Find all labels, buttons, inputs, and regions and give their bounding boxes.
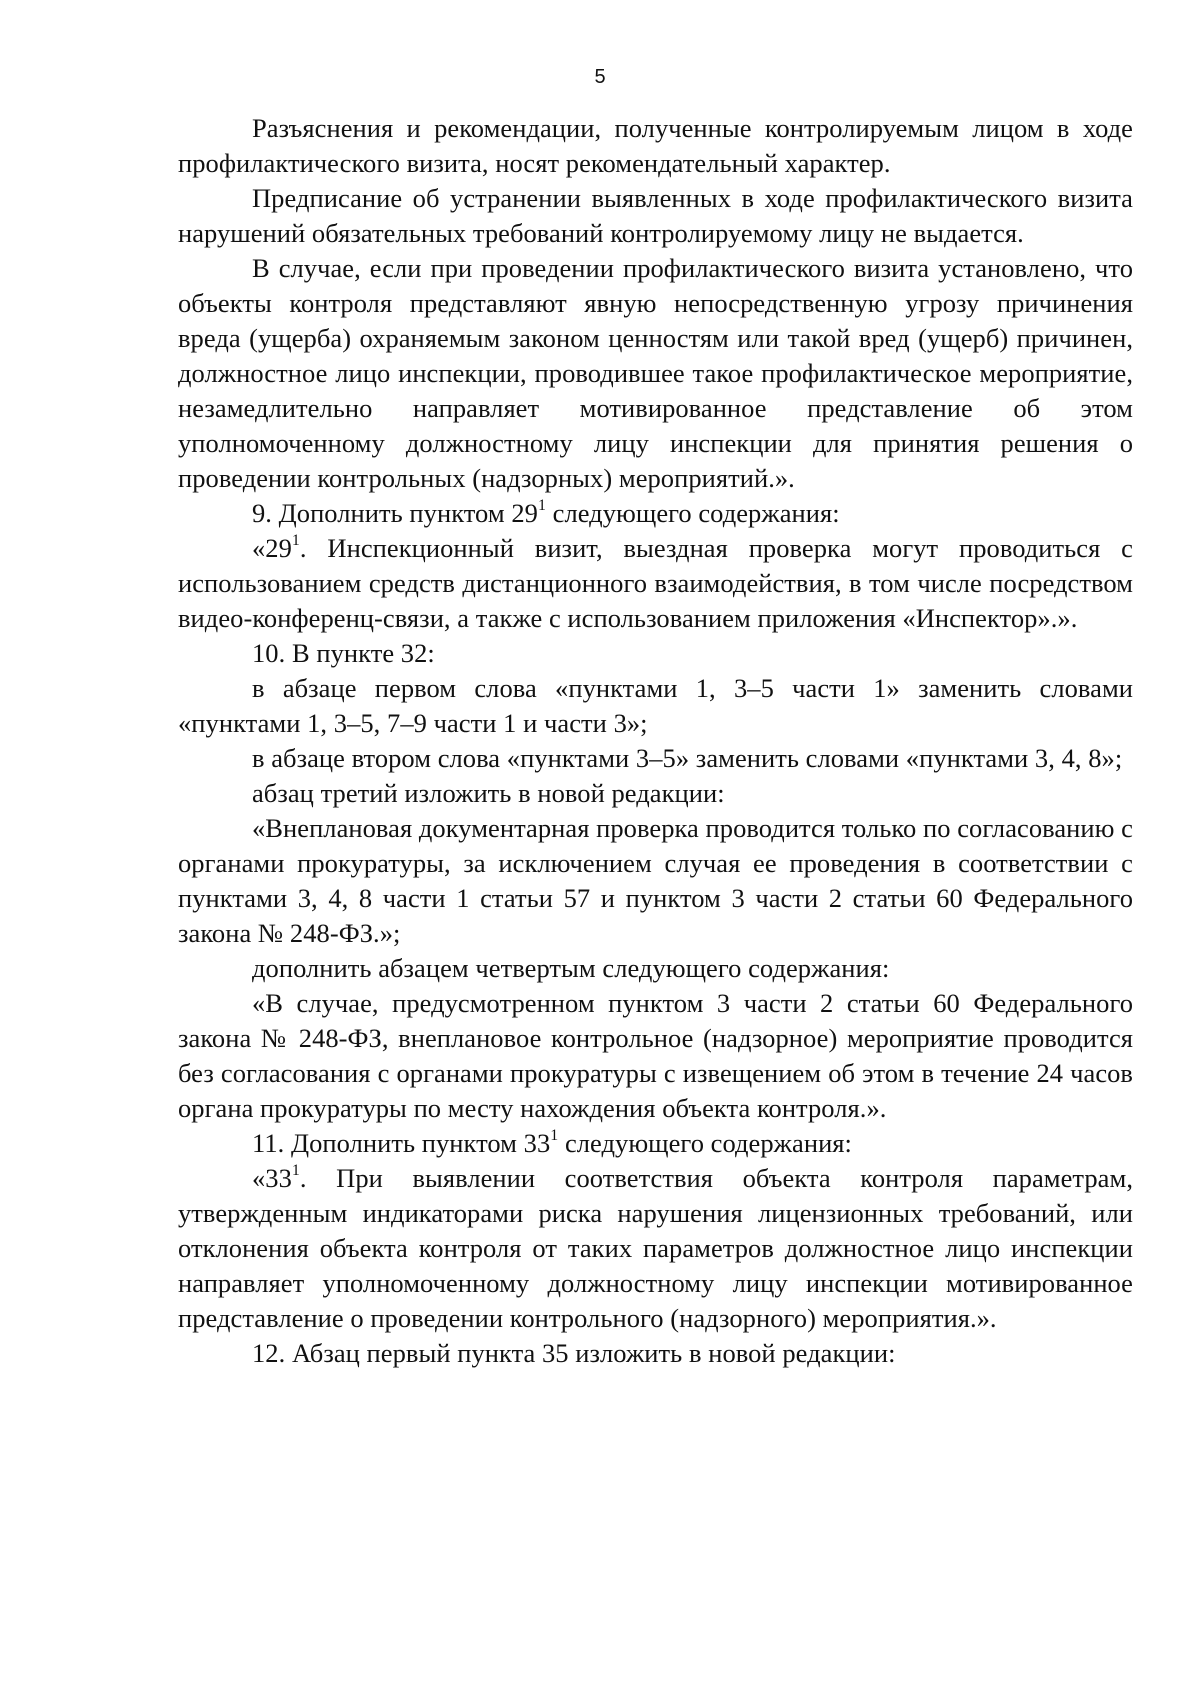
paragraph-text: «33 [252,1163,292,1193]
superscript: 1 [537,497,546,515]
paragraph-third-abzac: абзац третий изложить в новой редакции: [252,778,725,808]
paragraph-text: 11. Дополнить пунктом 33 [252,1128,551,1158]
paragraph-item-11 [178,1126,1133,1161]
superscript: 1 [291,532,300,550]
paragraph-item-12: 12. Абзац первый пункта 35 изложить в новой редакции: [252,1338,896,1368]
paragraph-text: следующего содержания: [558,1128,852,1158]
page-number: 5 [594,66,606,88]
paragraph-text: 9. Дополнить пунктом 29 [252,498,538,528]
superscript: 1 [550,1127,559,1145]
paragraph-text: . При выявлении соответствия объекта контроля параметрам, утвержденным индикаторами риска нарушения лицензионных требований, или отклонения объекта контроля от таких параметров должностное лицо инспекции направляет уполномоченному должностному лицу инспекции мотивированное представление о проведении контрольного (надзорного) мероприятия.». [178,1163,1133,1333]
paragraph-case-part-2: «В случае, предусмотренном пунктом 3 части 2 статьи 60 Федерального закона № 248-ФЗ, внеплановое контрольное (надзорное) мероприятие проводится без согласования с органами прокуратуры с извещением об этом в течение 24 часов органа прокуратуры по месту нахождения объекта контроля.». [178,988,1133,1123]
document-body [178,111,1133,1371]
superscript: 1 [291,1162,300,1180]
paragraph-text: «29 [252,533,292,563]
paragraph-text: . Инспекционный визит, выездная проверка могут проводиться с использованием средств дистанционного взаимодействия, в том числе посредством видео-конференц-связи, а также с использованием приложения «Инспектор».». [178,533,1133,633]
paragraph-first-abzac: в абзаце первом слова «пунктами 1, 3–5 части 1» заменить словами «пунктами 1, 3–5, 7–9 части 1 и части 3»; [178,673,1133,738]
paragraph-second-abzac: в абзаце втором слова «пунктами 3–5» заменить словами «пунктами 3, 4, 8»; [252,743,1123,773]
paragraph-prescription: Предписание об устранении выявленных в ходе профилактического визита нарушений обязательных требований контролируемому лицу не выдается. [178,183,1133,248]
paragraph-item-10: 10. В пункте 32: [252,638,435,668]
paragraph-clause-33-1 [178,1161,1133,1336]
paragraph-item-9 [178,496,1133,531]
paragraph-explanations: Разъяснения и рекомендации, полученные контролируемым лицом в ходе профилактического визита, носят рекомендательный характер. [178,113,1133,178]
paragraph-text: следующего содержания: [545,498,840,528]
paragraph-threat-case: В случае, если при проведении профилактического визита установлено, что объекты контроля представляют явную непосредственную угрозу причинения вреда (ущерба) охраняемым законом ценностям или такой вред (ущерб) причинен, должностное лицо инспекции, проводившее такое профилактическое мероприятие, незамедлительно направляет мотивированное представление об этом уполномоченному должностному лицу инспекции для принятия решения о проведении контрольных (надзорных) мероприятий.». [178,253,1133,493]
paragraph-fourth-abzac: дополнить абзацем четвертым следующего содержания: [252,953,890,983]
paragraph-clause-29-1 [178,531,1133,636]
paragraph-unscheduled-check: «Внеплановая документарная проверка проводится только по согласованию с органами прокуратуры, за исключением случая ее проведения в соответствии с пунктами 3, 4, 8 части 1 статьи 57 и пунктом 3 части 2 статьи 60 Федерального закона № 248-ФЗ.»; [178,813,1133,948]
